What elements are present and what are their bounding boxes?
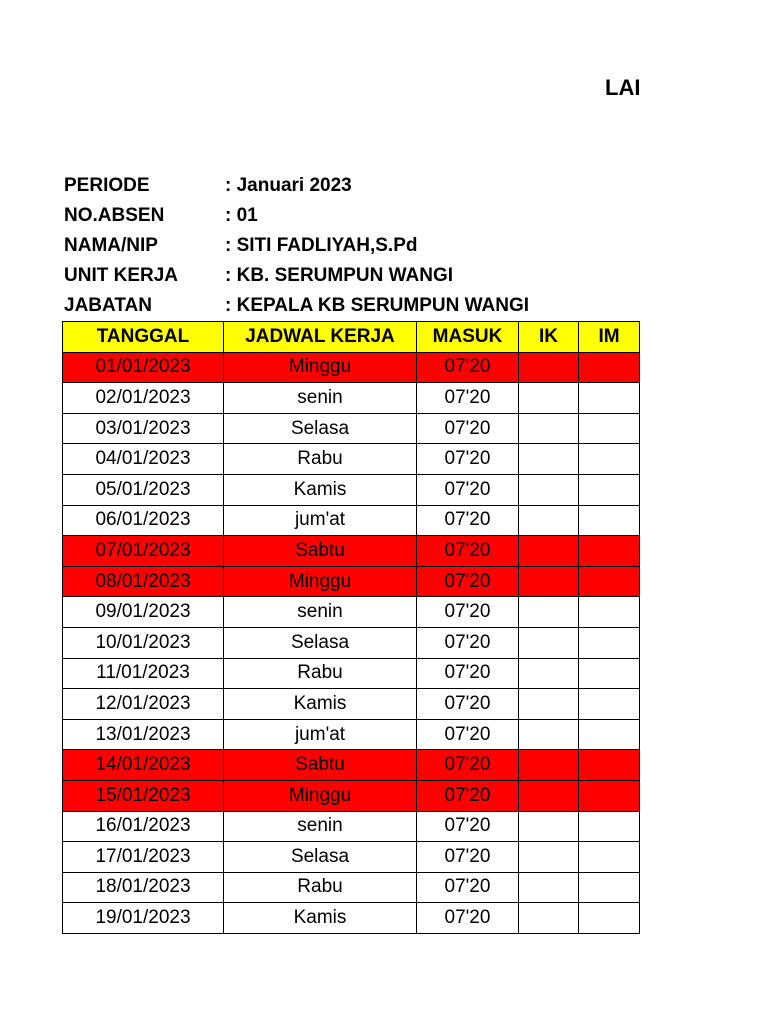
- cell-im: [579, 444, 640, 475]
- table-header-row: [63, 322, 640, 353]
- cell-im: [579, 780, 640, 811]
- table-row: [63, 597, 640, 628]
- cell-schedule: Rabu: [224, 658, 417, 689]
- table-row: [63, 352, 640, 383]
- table-row: [63, 474, 640, 505]
- cell-im: [579, 627, 640, 658]
- cell-date: 17/01/2023: [63, 842, 224, 873]
- info-value: : SITI FADLIYAH,S.Pd: [225, 235, 418, 256]
- table-row: [63, 811, 640, 842]
- info-value: : Januari 2023: [225, 175, 352, 196]
- cell-date: 04/01/2023: [63, 444, 224, 475]
- cell-ik: [519, 352, 579, 383]
- cell-time-in: 07'20: [417, 352, 519, 383]
- cell-schedule: Rabu: [224, 872, 417, 903]
- cell-im: [579, 842, 640, 873]
- cell-im: [579, 750, 640, 781]
- cell-ik: [519, 627, 579, 658]
- cell-im: [579, 658, 640, 689]
- cell-date: 16/01/2023: [63, 811, 224, 842]
- cell-date: 02/01/2023: [63, 383, 224, 414]
- cell-ik: [519, 383, 579, 414]
- cell-date: 09/01/2023: [63, 597, 224, 628]
- info-label: NO.ABSEN: [64, 205, 165, 226]
- page-title: LAI: [605, 75, 641, 100]
- cell-ik: [519, 780, 579, 811]
- cell-schedule: senin: [224, 811, 417, 842]
- column-header-masuk: MASUK: [417, 322, 519, 353]
- cell-im: [579, 474, 640, 505]
- info-row-jabatan: [64, 291, 529, 321]
- cell-ik: [519, 750, 579, 781]
- info-value: : 01: [225, 205, 258, 226]
- cell-ik: [519, 566, 579, 597]
- cell-date: 07/01/2023: [63, 536, 224, 567]
- cell-im: [579, 505, 640, 536]
- cell-time-in: 07'20: [417, 842, 519, 873]
- cell-ik: [519, 444, 579, 475]
- cell-date: 13/01/2023: [63, 719, 224, 750]
- cell-schedule: Minggu: [224, 352, 417, 383]
- table-row: [63, 566, 640, 597]
- table-row: [63, 842, 640, 873]
- cell-date: 10/01/2023: [63, 627, 224, 658]
- cell-im: [579, 536, 640, 567]
- cell-schedule: Selasa: [224, 842, 417, 873]
- attendance-table: [62, 321, 640, 934]
- cell-im: [579, 566, 640, 597]
- employee-info: [64, 171, 529, 321]
- table-row: [63, 750, 640, 781]
- table-row: [63, 413, 640, 444]
- cell-im: [579, 689, 640, 720]
- cell-ik: [519, 719, 579, 750]
- cell-schedule: Kamis: [224, 903, 417, 934]
- cell-date: 08/01/2023: [63, 566, 224, 597]
- column-header-tanggal: TANGGAL: [63, 322, 224, 353]
- cell-date: 11/01/2023: [63, 658, 224, 689]
- cell-schedule: senin: [224, 597, 417, 628]
- cell-date: 06/01/2023: [63, 505, 224, 536]
- column-header-im: IM: [579, 322, 640, 353]
- cell-date: 18/01/2023: [63, 872, 224, 903]
- cell-schedule: Minggu: [224, 780, 417, 811]
- cell-ik: [519, 597, 579, 628]
- cell-ik: [519, 413, 579, 444]
- cell-schedule: Selasa: [224, 413, 417, 444]
- cell-time-in: 07'20: [417, 872, 519, 903]
- cell-ik: [519, 811, 579, 842]
- table-row: [63, 780, 640, 811]
- cell-time-in: 07'20: [417, 780, 519, 811]
- table-body: [63, 352, 640, 933]
- cell-ik: [519, 842, 579, 873]
- table-row: [63, 689, 640, 720]
- cell-time-in: 07'20: [417, 719, 519, 750]
- column-header-jadwal-kerja: JADWAL KERJA: [224, 322, 417, 353]
- cell-im: [579, 811, 640, 842]
- cell-date: 15/01/2023: [63, 780, 224, 811]
- cell-schedule: Rabu: [224, 444, 417, 475]
- cell-time-in: 07'20: [417, 689, 519, 720]
- table-row: [63, 658, 640, 689]
- info-value: : KB. SERUMPUN WANGI: [225, 265, 453, 286]
- cell-time-in: 07'20: [417, 627, 519, 658]
- info-row-no-absen: [64, 201, 529, 231]
- cell-schedule: jum'at: [224, 719, 417, 750]
- cell-ik: [519, 689, 579, 720]
- cell-schedule: Kamis: [224, 474, 417, 505]
- cell-time-in: 07'20: [417, 505, 519, 536]
- cell-time-in: 07'20: [417, 383, 519, 414]
- cell-im: [579, 719, 640, 750]
- cell-ik: [519, 474, 579, 505]
- cell-im: [579, 597, 640, 628]
- cell-time-in: 07'20: [417, 536, 519, 567]
- cell-time-in: 07'20: [417, 444, 519, 475]
- cell-time-in: 07'20: [417, 811, 519, 842]
- cell-ik: [519, 658, 579, 689]
- cell-schedule: Minggu: [224, 566, 417, 597]
- cell-date: 05/01/2023: [63, 474, 224, 505]
- cell-date: 14/01/2023: [63, 750, 224, 781]
- info-row-nama-nip: [64, 231, 529, 261]
- cell-schedule: jum'at: [224, 505, 417, 536]
- table-row: [63, 505, 640, 536]
- table-row: [63, 383, 640, 414]
- table-row: [63, 872, 640, 903]
- cell-time-in: 07'20: [417, 566, 519, 597]
- cell-time-in: 07'20: [417, 474, 519, 505]
- cell-ik: [519, 536, 579, 567]
- cell-date: 03/01/2023: [63, 413, 224, 444]
- cell-im: [579, 352, 640, 383]
- cell-im: [579, 872, 640, 903]
- column-header-ik: IK: [519, 322, 579, 353]
- info-row-unit-kerja: [64, 261, 529, 291]
- cell-schedule: Sabtu: [224, 750, 417, 781]
- info-label: NAMA/NIP: [64, 235, 158, 256]
- cell-ik: [519, 903, 579, 934]
- cell-time-in: 07'20: [417, 597, 519, 628]
- cell-im: [579, 413, 640, 444]
- cell-time-in: 07'20: [417, 750, 519, 781]
- info-row-periode: [64, 171, 529, 201]
- info-value: : KEPALA KB SERUMPUN WANGI: [225, 295, 529, 316]
- table-row: [63, 444, 640, 475]
- cell-time-in: 07'20: [417, 413, 519, 444]
- table-row: [63, 903, 640, 934]
- cell-date: 01/01/2023: [63, 352, 224, 383]
- cell-ik: [519, 505, 579, 536]
- cell-schedule: Selasa: [224, 627, 417, 658]
- info-label: PERIODE: [64, 175, 150, 196]
- table-row: [63, 536, 640, 567]
- cell-time-in: 07'20: [417, 903, 519, 934]
- cell-im: [579, 383, 640, 414]
- cell-date: 12/01/2023: [63, 689, 224, 720]
- cell-im: [579, 903, 640, 934]
- cell-schedule: senin: [224, 383, 417, 414]
- cell-schedule: Kamis: [224, 689, 417, 720]
- cell-schedule: Sabtu: [224, 536, 417, 567]
- table-row: [63, 627, 640, 658]
- cell-ik: [519, 872, 579, 903]
- table-row: [63, 719, 640, 750]
- cell-date: 19/01/2023: [63, 903, 224, 934]
- info-label: JABATAN: [64, 295, 152, 316]
- info-label: UNIT KERJA: [64, 265, 179, 286]
- cell-time-in: 07'20: [417, 658, 519, 689]
